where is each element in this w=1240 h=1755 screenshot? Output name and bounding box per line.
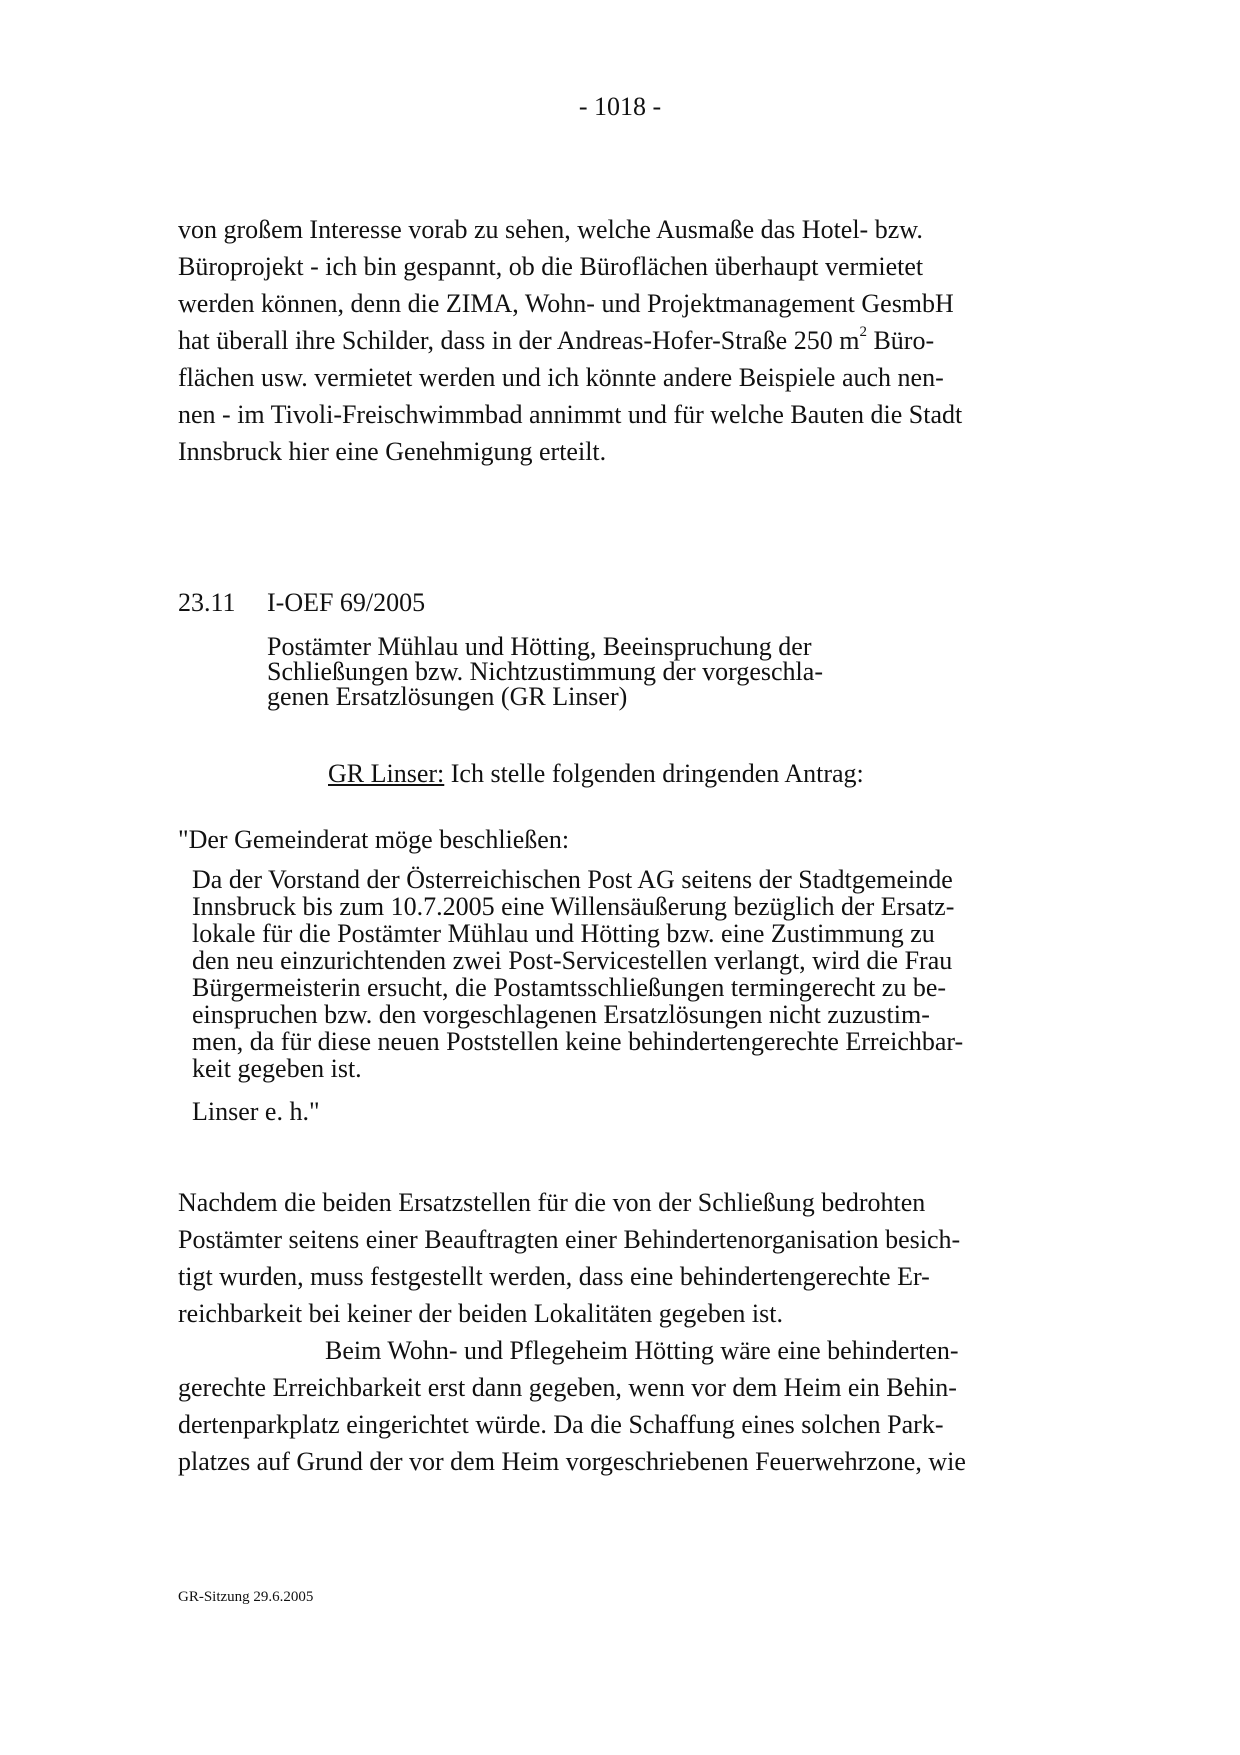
text-line: Nachdem die beiden Ersatzstellen für die von der Schließung bedrohten bbox=[178, 1188, 926, 1217]
speaker-name: GR Linser: bbox=[328, 759, 445, 788]
motion-signature: Linser e. h." bbox=[192, 1097, 320, 1126]
motion-line: Innsbruck bis zum 10.7.2005 eine Willensäußerung bezüglich der Ersatz- bbox=[192, 892, 955, 921]
text-line: tigt wurden, muss festgestellt werden, dass eine behindertengerechte Er- bbox=[178, 1262, 930, 1291]
text-line: reichbarkeit bei keiner der beiden Lokalitäten gegeben ist. bbox=[178, 1299, 783, 1328]
text-line: flächen usw. vermietet werden und ich könnte andere Beispiele auch nen- bbox=[178, 363, 944, 392]
text-line: von großem Interesse vorab zu sehen, welche Ausmaße das Hotel- bzw. bbox=[178, 215, 923, 244]
text-line: Innsbruck hier eine Genehmigung erteilt. bbox=[178, 437, 607, 466]
speaker-statement bbox=[328, 759, 864, 789]
title-line: Schließungen bzw. Nichtzustimmung der vorgeschla- bbox=[267, 657, 823, 686]
text-line: dertenparkplatz eingerichtet würde. Da die Schaffung eines solchen Park- bbox=[178, 1410, 944, 1439]
text-line: Postämter seitens einer Beauftragten einer Behindertenorganisation besich- bbox=[178, 1225, 961, 1254]
text-line: platzes auf Grund der vor dem Heim vorgeschriebenen Feuerwehrzone, wie bbox=[178, 1447, 966, 1476]
text-line: nen - im Tivoli-Freischwimmbad annimmt und für welche Bauten die Stadt bbox=[178, 400, 963, 429]
motion-line: keit gegeben ist. bbox=[192, 1054, 362, 1083]
motion-line: Da der Vorstand der Österreichischen Post AG seitens der Stadtgemeinde bbox=[192, 865, 953, 894]
text-line: Büroprojekt - ich bin gespannt, ob die Büroflächen überhaupt vermietet bbox=[178, 252, 924, 281]
page-number: - 1018 - bbox=[578, 92, 662, 121]
superscript: 2 bbox=[859, 324, 867, 340]
agenda-item-title bbox=[267, 634, 823, 709]
closing-paragraph bbox=[178, 1184, 1058, 1480]
agenda-item-code: I-OEF 69/2005 bbox=[267, 588, 426, 617]
text-line-with-superscript bbox=[178, 322, 1058, 359]
footer-session-date: GR-Sitzung 29.6.2005 bbox=[178, 1589, 314, 1605]
text-line-start: hat überall ihre Schilder, dass in der Andreas-Hofer-Straße 250 m bbox=[178, 326, 860, 355]
title-line: genen Ersatzlösungen (GR Linser) bbox=[267, 682, 628, 711]
motion-line: lokale für die Postämter Mühlau und Hötting bzw. eine Zustimmung zu bbox=[192, 919, 935, 948]
text-line: gerechte Erreichbarkeit erst dann gegeben, wenn vor dem Heim ein Behin- bbox=[178, 1373, 957, 1402]
title-line: Postämter Mühlau und Hötting, Beeinspruchung der bbox=[267, 632, 812, 661]
text-line-indented: Beim Wohn- und Pflegeheim Hötting wäre eine behinderten- bbox=[325, 1336, 959, 1365]
motion-line: Bürgermeisterin ersucht, die Postamtsschließungen termingerecht zu be- bbox=[192, 973, 947, 1002]
motion-line: einspruchen bzw. den vorgeschlagenen Ersatzlösungen nicht zuzustim- bbox=[192, 1000, 930, 1029]
agenda-item-number: 23.11 bbox=[178, 588, 236, 617]
motion-line: den neu einzurichtenden zwei Post-Servicestellen verlangt, wird die Frau bbox=[192, 946, 953, 975]
intro-paragraph bbox=[178, 211, 1058, 470]
text-line: werden können, denn die ZIMA, Wohn- und Projektmanagement GesmbH bbox=[178, 289, 954, 318]
speaker-text: Ich stelle folgenden dringenden Antrag: bbox=[444, 759, 864, 788]
motion-line: men, da für diese neuen Poststellen keine behindertengerechte Erreichbar- bbox=[192, 1027, 964, 1056]
motion-body bbox=[192, 866, 963, 1082]
motion-opening: "Der Gemeinderat möge beschließen: bbox=[178, 825, 570, 854]
text-line-tail: Büro- bbox=[866, 326, 935, 355]
